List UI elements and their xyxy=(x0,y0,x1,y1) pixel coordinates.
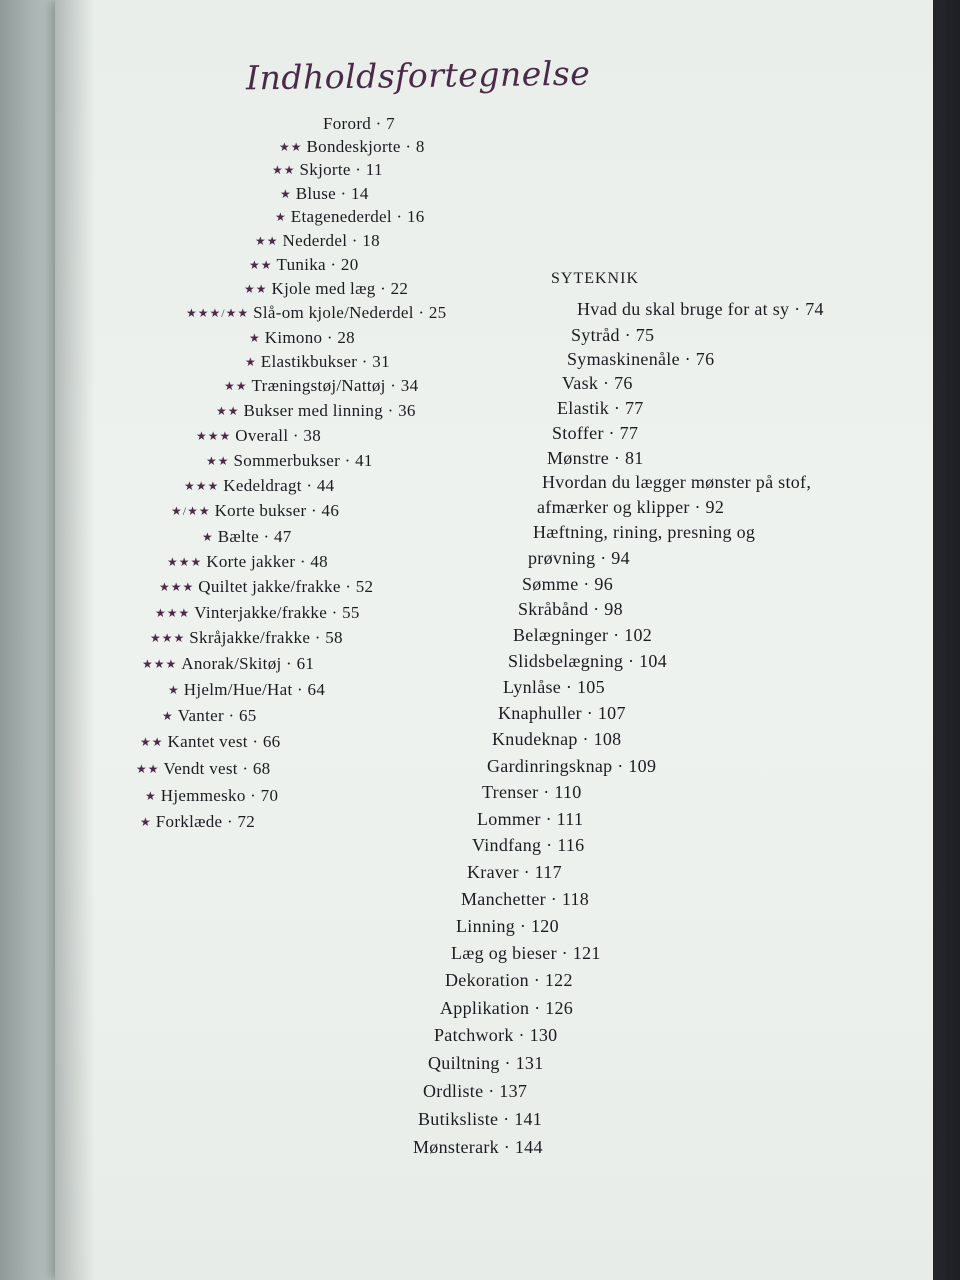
toc-entry: Forord · 7 xyxy=(323,114,395,133)
toc-entry: ★★★ Korte jakker · 48 xyxy=(167,552,328,571)
toc-entry: ★★ Bondeskjorte · 8 xyxy=(279,137,425,156)
toc-entry: ★★ Bukser med linning · 36 xyxy=(216,401,416,420)
toc-entry: ★★ Kjole med læg · 22 xyxy=(244,279,409,298)
toc-entry: Elastik · 77 xyxy=(557,398,644,418)
toc-entry: ★★★ Vinterjakke/frakke · 55 xyxy=(155,603,360,622)
toc-entry: Skråbånd · 98 xyxy=(518,599,623,619)
toc-entry: ★★ Vendt vest · 68 xyxy=(136,759,271,778)
toc-entry: Linning · 120 xyxy=(456,916,559,936)
toc-entry: ★★★/★★ Slå-om kjole/Nederdel · 25 xyxy=(186,303,447,322)
toc-entry: ★ Elastikbukser · 31 xyxy=(245,352,390,371)
toc-entry: Stoffer · 77 xyxy=(552,423,639,443)
toc-entry: Applikation · 126 xyxy=(440,998,574,1018)
toc-entry: Slidsbelægning · 104 xyxy=(508,651,668,671)
toc-entry: Lommer · 111 xyxy=(477,809,584,829)
toc-entry: Patchwork · 130 xyxy=(434,1025,558,1045)
toc-entry: ★ Forklæde · 72 xyxy=(140,812,256,831)
toc-entry: ★★★ Kedeldragt · 44 xyxy=(184,476,335,495)
toc-entry: ★ Kimono · 28 xyxy=(249,328,355,347)
toc-entry: ★★ Nederdel · 18 xyxy=(255,231,380,250)
toc-entry: Quiltning · 131 xyxy=(428,1053,544,1073)
gutter-shadow xyxy=(55,0,95,1280)
toc-entry: Belægninger · 102 xyxy=(513,625,653,645)
toc-entry: ★ Hjemmesko · 70 xyxy=(145,786,279,805)
toc-entry: Manchetter · 118 xyxy=(461,889,590,909)
toc-entry: ★★★ Anorak/Skitøj · 61 xyxy=(142,654,315,673)
toc-entry: Knaphuller · 107 xyxy=(498,703,626,723)
toc-entry: ★★ Sommerbukser · 41 xyxy=(206,451,373,470)
toc-entry: ★ Vanter · 65 xyxy=(162,706,257,725)
toc-entry: ★ Bælte · 47 xyxy=(202,527,292,546)
toc-entry: ★ Bluse · 14 xyxy=(280,184,369,203)
toc-entry: ★★ Træningstøj/Nattøj · 34 xyxy=(224,376,419,395)
page-title: Indholdsfortegnelse xyxy=(245,53,591,98)
toc-entry: ★★ Tunika · 20 xyxy=(249,255,359,274)
toc-entry: Symaskinenåle · 76 xyxy=(567,349,715,369)
section-heading: SYTEKNIK xyxy=(551,270,639,287)
toc-entry: prøvning · 94 xyxy=(528,548,630,568)
toc-entry: ★★ Kantet vest · 66 xyxy=(140,732,281,751)
toc-entry: Vindfang · 116 xyxy=(472,835,585,855)
toc-entry: Gardinringsknap · 109 xyxy=(487,756,657,776)
toc-entry: Sømme · 96 xyxy=(522,574,613,594)
toc-entry: Kraver · 117 xyxy=(467,862,562,882)
toc-entry: Trenser · 110 xyxy=(482,782,582,802)
toc-entry: Lynlåse · 105 xyxy=(503,677,605,697)
toc-entry: ★★★ Skråjakke/frakke · 58 xyxy=(150,628,343,647)
toc-entry: Dekoration · 122 xyxy=(445,970,573,990)
toc-entry: Butiksliste · 141 xyxy=(418,1109,543,1129)
toc-entry: ★ Hjelm/Hue/Hat · 64 xyxy=(168,680,326,699)
toc-entry: ★★ Skjorte · 11 xyxy=(272,160,383,179)
toc-entry: Hæftning, rining, presning og xyxy=(533,522,756,542)
toc-entry: Sytråd · 75 xyxy=(571,325,655,345)
toc-entry: Knudeknap · 108 xyxy=(492,729,622,749)
toc-entry: afmærker og klipper · 92 xyxy=(537,497,725,517)
toc-entry: ★ Etagenederdel · 16 xyxy=(275,207,425,226)
toc-entry: ★/★★ Korte bukser · 46 xyxy=(171,501,340,520)
toc-entry: Vask · 76 xyxy=(562,373,633,393)
toc-entry: Mønsterark · 144 xyxy=(413,1137,543,1157)
toc-entry: Læg og bieser · 121 xyxy=(451,943,601,963)
toc-entry: Mønstre · 81 xyxy=(547,448,644,468)
toc-entry: Hvad du skal bruge for at sy · 74 xyxy=(577,299,824,319)
toc-entry: Hvordan du lægger mønster på stof, xyxy=(542,472,812,492)
toc-entry: Ordliste · 137 xyxy=(423,1081,528,1101)
toc-entry: ★★★ Quiltet jakke/frakke · 52 xyxy=(159,577,374,596)
toc-entry: ★★★ Overall · 38 xyxy=(196,426,322,445)
